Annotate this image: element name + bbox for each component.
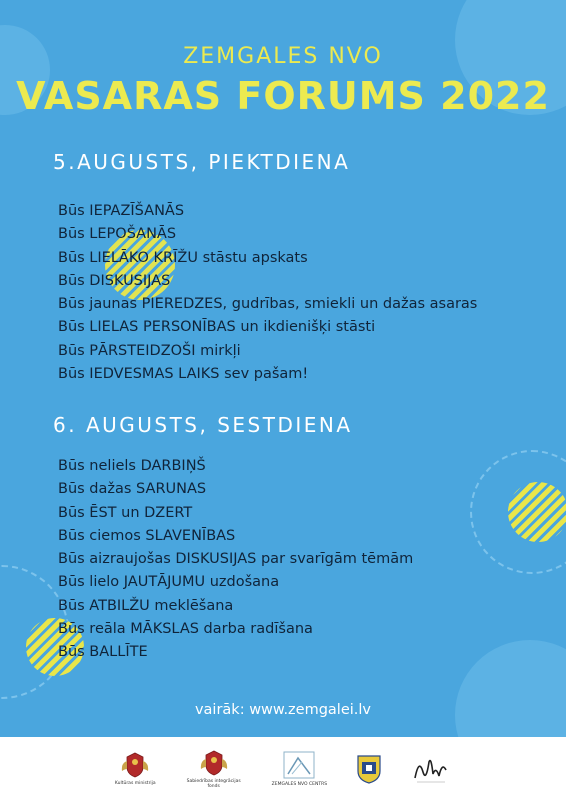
list-item: Būs lielo JAUTĀJUMU uzdošana — [58, 574, 280, 591]
decor-striped-circle — [508, 482, 566, 542]
list-item: Būs aizraujošas DISKUSIJAS par svarīgām tēmām — [58, 551, 414, 568]
list-item: Būs ciemos SLAVENĪBAS — [58, 527, 236, 544]
list-item: Būs LEPOŠANĀS — [58, 226, 177, 243]
jelgava-coat-of-arms-icon — [355, 753, 383, 785]
list-item: Būs reāla MĀKSLAS darba radīšana — [58, 621, 313, 638]
coat-of-arms-icon — [118, 751, 152, 779]
logo-caption: Sabiedrības integrācijas fonds — [186, 778, 241, 789]
list-item: Būs jaunas PIEREDZES, gudrības, smiekli un dažas asaras — [58, 296, 478, 313]
signature-logo — [411, 752, 451, 786]
logo-strip — [0, 737, 566, 800]
kulturas-ministrija-logo — [115, 751, 156, 786]
jelgava-logo — [355, 753, 383, 785]
list-item: Būs ĒST un DZERT — [58, 504, 193, 521]
list-item: Būs IEPAZĪŠANĀS — [58, 203, 185, 219]
list-item: Būs neliels DARBIŅŠ — [58, 458, 206, 474]
list-item: Būs LIELAS PERSONĪBAS un ikdienišķi stāsti — [58, 319, 376, 336]
day-heading: 6. AUGUSTS, SESTDIENA — [53, 413, 353, 437]
zemgales-nvo-centrs-icon — [282, 750, 316, 780]
list-item: Būs PĀRSTEIDZOŠI mirkļi — [58, 342, 241, 359]
day-program-list — [58, 200, 477, 386]
list-item: Būs LIELĀKO KRĪŽU stāstu apskats — [58, 249, 308, 266]
list-item: Būs IEDVESMAS LAIKS sev pašam! — [58, 366, 309, 383]
coat-of-arms-icon — [197, 749, 231, 777]
website-link[interactable]: vairāk: www.zemgalei.lv — [194, 702, 372, 718]
day-heading: 5.AUGUSTS, PIEKTDIENA — [53, 150, 351, 174]
poster-title: VASARAS FORUMS 2022 — [16, 74, 550, 118]
list-item: Būs BALLĪTE — [58, 644, 148, 661]
sabiedribas-integracijas-fonds-logo — [184, 749, 244, 789]
signature-logo-icon — [411, 752, 451, 786]
zemgales-nvo-centrs-logo — [272, 750, 327, 787]
list-item: Būs ATBILŽU meklēšana — [58, 597, 234, 614]
logo-caption: Kultūras ministrija — [114, 781, 156, 786]
list-item: Būs dažas SARUNAS — [58, 481, 207, 498]
list-item: Būs DISKUSIJAS — [58, 272, 171, 289]
poster-subtitle: ZEMGALES NVO — [183, 44, 383, 69]
day-program-list — [58, 455, 413, 665]
logo-caption: ZEMGALES NVO CENTRS — [271, 782, 328, 787]
